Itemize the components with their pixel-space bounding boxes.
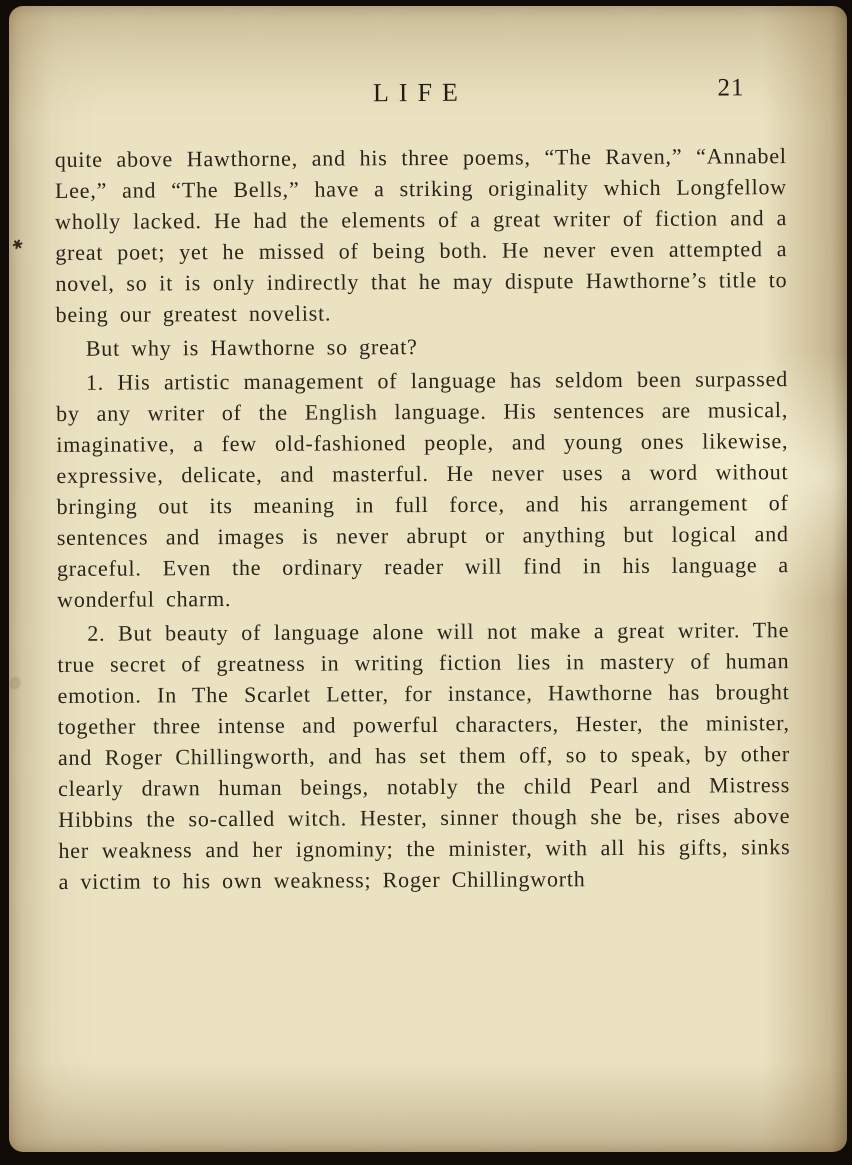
paragraph-question: But why is Hawthorne so great? xyxy=(85,334,418,361)
ink-speck-icon: ✱ xyxy=(10,235,26,254)
paragraph-point-2: 2. But beauty of language alone will not make a great writer. The true secret of greatness in writing fiction lies in mastery of human emotion. In The Scarlet Letter, for instance, Hawthorne has brought together three intense and powerful characters, Hester, the minister, and Roger Chillingworth, and has set them off, so to speak, by other clearly drawn human beings, notably the child Pearl and Mistress Hibbins the so-called witch. Hester, sinner though she be, rises above her weakness and her ignominy; the minister, with all his gifts, sinks a victim to his own weakness; Roger Chillingworth xyxy=(57,617,791,894)
running-title: LIFE xyxy=(372,77,468,108)
book-page xyxy=(9,6,847,1152)
page-header xyxy=(54,76,786,120)
page-number: 21 xyxy=(717,74,745,102)
paragraph-point-1: 1. His artistic management of language has seldom been surpassed by any writer of the English language. His sentences are musical, imaginative, a few old-fashioned people, and young ones likewise, expressive, delicate, and masterful. He never uses a word without bringing out its meaning in full force, and his arrangement of sentences and images is never abrupt or anything but logical and graceful. Even the ordinary reader will find in his language a wonderful charm. xyxy=(56,366,789,612)
page-content xyxy=(6,4,850,1154)
paragraph-continuation: quite above Hawthorne, and his three poems, “The Raven,” “Annabel Lee,” and “The Bells,” have a striking originality which Longfellow wholly lacked. He had the elements of a great writer of fiction and a great poet; yet he missed of being both. He never even attempted a novel, so it is only indirectly that he may dispute Hawthorne’s title to being our greatest novelist. xyxy=(54,143,788,327)
page-body xyxy=(55,140,791,897)
